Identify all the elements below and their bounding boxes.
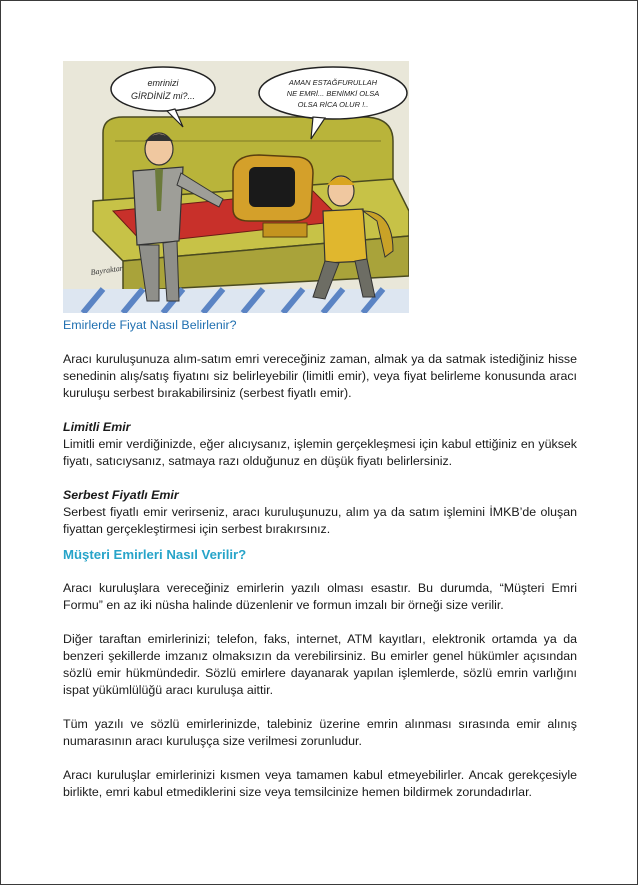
heading-free-price-order: Serbest Fiyatlı Emir — [63, 488, 179, 502]
paragraph-order-number: Tüm yazılı ve sözlü emirlerinizde, talebiniz üzerine emrin alınması sırasında emir alınış numarasının aracı kuruluşça size verilmesi zorunludur. — [63, 717, 577, 748]
cartoon-illustration — [63, 61, 409, 313]
paragraph-written-orders: Aracı kuruluşlara vereceğiniz emirlerin yazılı olması esastır. Bu durumda, “Müşteri Emri Formu” en az iki nüsha halinde düzenlenir ve formun imzalı bir örneği size verilir. — [63, 581, 577, 612]
paragraph-order-rejection: Aracı kuruluşlar emirlerinizi kısmen veya tamamen kabul etmeyebilirler. Ancak gerekçesiyle birlikte, emri kabul etmediklerini size veya temsilcinize hemen bildirmek zorundadırlar. — [63, 768, 577, 799]
right-bubble-line1: AMAN ESTAĞFURULLAH — [288, 78, 378, 87]
heading-price: Emirlerde Fiyat Nasıl Belirlenir? — [63, 318, 237, 332]
cartoon-signature: Bayraktar — [90, 263, 124, 277]
left-bubble-line1: emrinizi — [147, 78, 179, 88]
right-bubble-line2: NE EMRİ... BENİMKİ OLSA — [286, 89, 380, 98]
paragraph-free-price-order: Serbest fiyatlı emir verirseniz, aracı kuruluşunuzu, alım ya da satım işlemini İMKB’de oluşan fiyattan gerçekleştirmesi için serbest bırakırsınız. — [63, 505, 577, 536]
heading-limit-order: Limitli Emir — [63, 420, 131, 434]
cartoon-drawing — [63, 61, 409, 313]
paragraph-price: Aracı kuruluşunuza alım-satım emri vereceğiniz zaman, almak ya da satmak istediğiniz hisse senedinin alış/satış fiyatını siz belirleyebilir (limitli emir), veya fiyat belirleme konusunda aracı kuruluşu serbest bırakabilirsiniz (serbest fiyatlı emir). — [63, 352, 577, 400]
right-bubble-line3: OLSA RİCA OLUR !.. — [297, 100, 369, 109]
paragraph-limit-order: Limitli emir verdiğinizde, eğer alıcıysanız, işlemin gerçekleşmesi için kabul ettiğiniz en yüksek fiyatı, satıcıysanız, satmaya razı olduğunuz en düşük fiyatı belirlersiniz. — [63, 437, 577, 468]
document-content — [63, 317, 577, 801]
left-bubble-line2: GİRDİNİZ mi?... — [130, 91, 196, 101]
heading-customer-orders: Müşteri Emirleri Nasıl Verilir? — [63, 547, 247, 562]
paragraph-verbal-orders: Diğer taraftan emirlerinizi; telefon, faks, internet, ATM kayıtları, elektronik ortamda ya da benzeri şekillerde imzanız olmaksızın da verebilirsiniz. Bu emirler genel hükümler açısından sözlü emir hükmündedir. Sözlü emirlere dayanarak yapılan işlemlerde, sözlü emrin varlığını ispat yükümlülüğü aracı kuruluşa aittir. — [63, 632, 577, 697]
